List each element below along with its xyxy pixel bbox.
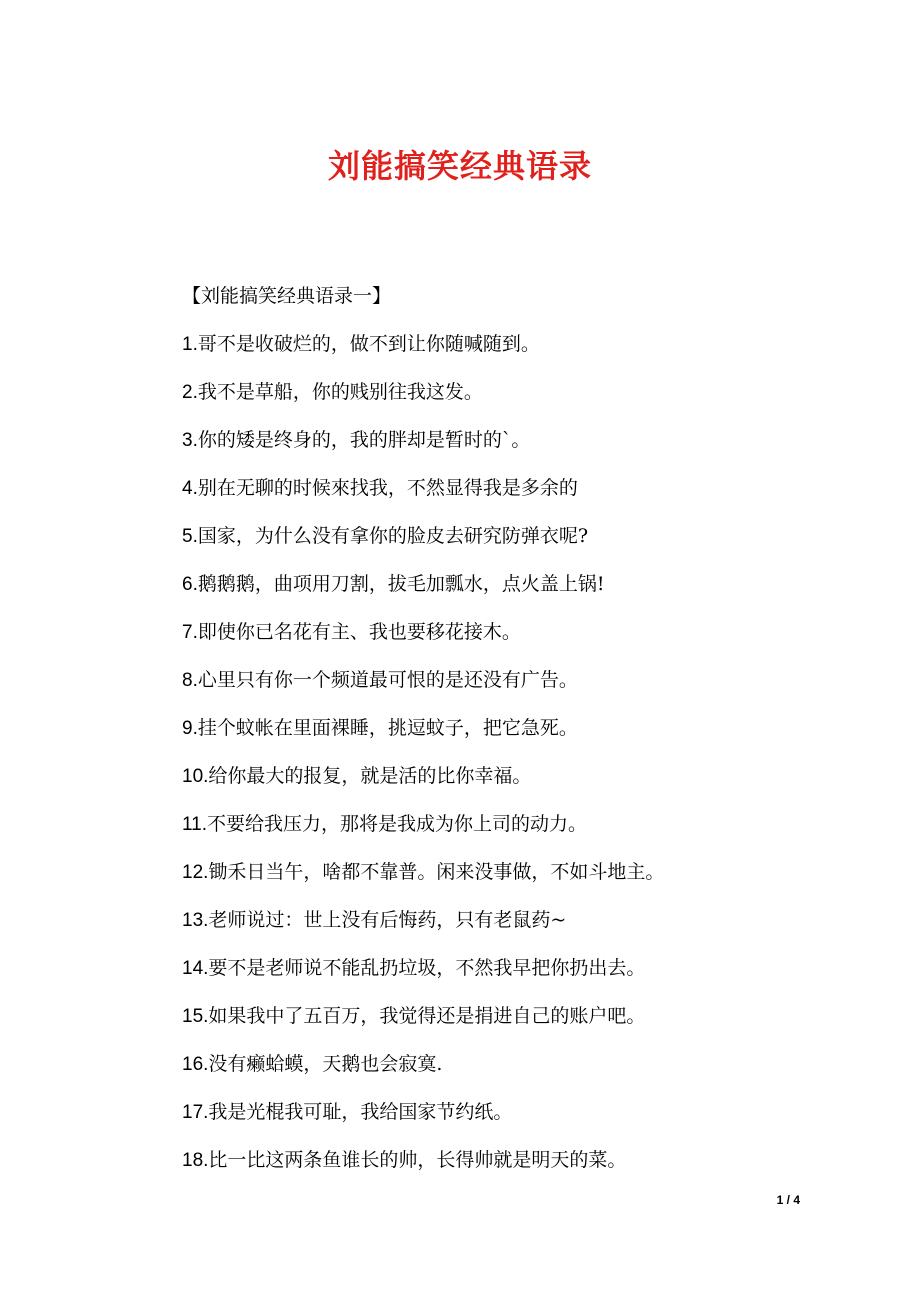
quote-item [182,520,782,568]
quote-number: 10. [182,766,209,787]
quote-number: 11. [182,814,208,835]
quote-number: 16. [182,1054,209,1075]
quote-item [182,376,782,424]
quote-item [182,1048,782,1096]
quote-text: 心里只有你一个频道最可恨的是还没有广告。 [197,669,578,691]
quote-item [182,760,782,808]
quote-item [182,1000,782,1048]
quote-list [182,328,782,1192]
quote-item [182,664,782,712]
quote-text: 国家，为什么没有拿你的脸皮去研究防弹衣呢? [197,525,589,547]
quote-text: 我是光棍我可耻，我给国家节约纸。 [208,1101,513,1123]
quote-text: 给你最大的报复，就是活的比你幸福。 [208,765,532,787]
quote-text: 锄禾日当午，啥都不靠普。闲来没事做，不如斗地主。 [208,861,665,883]
quote-number: 15. [182,1006,209,1027]
quote-number: 4. [182,478,198,499]
quote-number: 5. [182,526,198,547]
section-heading: 【刘能搞笑经典语录一】 [182,285,392,307]
quote-text: 鹅鹅鹅，曲项用刀割，拔毛加瓢水，点火盖上锅! [197,573,605,595]
quote-number: 3. [182,430,198,451]
quote-text: 老师说过：世上没有后悔药，只有老鼠药~ [208,909,567,931]
document-title: 刘能搞笑经典语录 [327,147,592,185]
quote-item [182,1096,782,1144]
quote-item [182,904,782,952]
quote-text: 即使你已名花有主、我也要移花接木。 [197,621,521,643]
quote-number: 1. [182,334,198,355]
quote-item [182,616,782,664]
quote-number: 8. [182,670,198,691]
quote-text: 你的矮是终身的，我的胖却是暂时的`。 [197,429,531,451]
quote-item [182,472,782,520]
quote-text: 别在无聊的时候來找我，不然显得我是多余的 [197,477,578,499]
quote-text: 比一比这两条鱼谁长的帅，长得帅就是明天的菜。 [208,1149,627,1171]
quote-number: 2. [182,382,198,403]
quote-text: 不要给我压力，那将是我成为你上司的动力。 [207,813,588,835]
quote-number: 12. [182,862,209,883]
quote-text: 我不是草船，你的贱别往我这发。 [197,381,483,403]
quote-item [182,1144,782,1192]
quote-item [182,808,782,856]
quote-number: 18. [182,1150,209,1171]
quote-text: 要不是老师说不能乱扔垃圾，不然我早把你扔出去。 [208,957,646,979]
quote-number: 9. [182,718,198,739]
page-number: 1 / 4 [776,1193,800,1207]
quote-text: 没有癞蛤蟆，天鹅也会寂寞. [208,1053,443,1075]
quote-number: 14. [182,958,209,979]
quote-number: 13. [182,910,209,931]
quote-text: 哥不是收破烂的，做不到让你随喊随到。 [197,333,540,355]
quote-item [182,952,782,1000]
quote-item [182,568,782,616]
quote-item [182,424,782,472]
quote-item [182,856,782,904]
quote-text: 挂个蚊帐在里面裸睡，挑逗蚊子，把它急死。 [197,717,578,739]
quote-text: 如果我中了五百万，我觉得还是捐进自己的账户吧。 [208,1005,646,1027]
quote-number: 6. [182,574,198,595]
quote-number: 17. [182,1102,209,1123]
quote-item [182,328,782,376]
quote-item [182,712,782,760]
quote-number: 7. [182,622,198,643]
